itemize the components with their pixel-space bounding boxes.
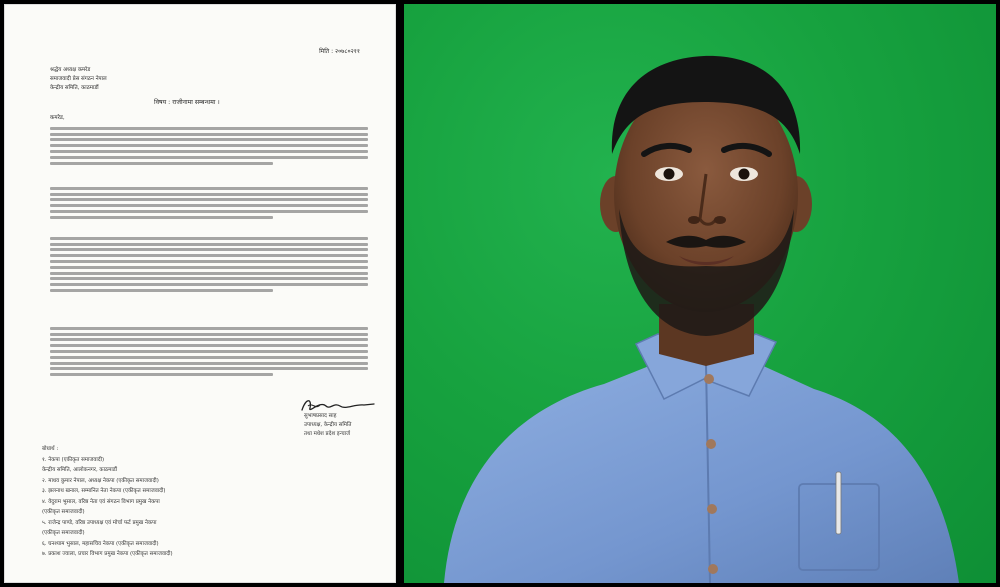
cc-item: २. माधव कुमार नेपाल, अध्यक्ष नेकपा (एकीकृत समाजवादी): [42, 477, 159, 484]
shirt: [444, 364, 959, 583]
cc-item: ५. राजेन्द्र पाण्डे, वरिष्ठ उपाध्यक्ष एवं मोर्चा फर्ट प्रमुख नेकपा: [42, 519, 157, 526]
addressee-line: श्रद्धेय अध्यक्ष कमरेड: [50, 67, 91, 73]
letter-greeting: कमरेड,: [50, 115, 65, 121]
cc-title: बोधार्थ :: [42, 446, 59, 452]
letter-body-paragraph: [50, 184, 368, 222]
letter-body-paragraph: [50, 234, 368, 295]
addressee-line: केन्द्रीय समिति, काठमाडौं: [50, 85, 99, 91]
addressee-line: समाजवादी प्रेस संगठन नेपाल: [50, 76, 107, 82]
signatory-unit: तथा मधेश प्रदेश इन्चार्ज: [304, 431, 351, 437]
letter-body-paragraph: [50, 324, 368, 379]
signatory-role: उपाध्यक्ष, केन्द्रीय समिति: [304, 422, 352, 428]
portrait-illustration: [404, 4, 996, 583]
cc-item: ६. घनश्याम भुसाल, महासचिव नेकपा (एकीकृत समाजवादी): [42, 540, 159, 547]
cc-item: १. नेकपा (एकीकृत समाजवादी): [42, 456, 105, 463]
cc-item: केन्द्रीय समिति, आलोकनगर, काठमाडौं: [42, 467, 117, 473]
cc-item: ३. झलनाथ खनाल, सम्मानित नेता नेकपा (एकीकृत समाजवादी): [42, 488, 166, 494]
shirt-button: [708, 564, 718, 574]
letter-subject: विषय : राजीनामा सम्बन्धमा ।: [154, 99, 220, 106]
letter-body-paragraph: [50, 124, 368, 167]
portrait-photo: [404, 4, 996, 583]
signatory-name: सुभाषप्रसाद साह: [304, 413, 337, 419]
cc-item: (एकीकृत समाजवादी): [42, 509, 85, 515]
cc-list: [42, 444, 173, 560]
shirt-button: [707, 504, 717, 514]
resignation-letter: [4, 4, 396, 583]
cc-item: (एकीकृत समाजवादी): [42, 530, 85, 536]
letter-addressee: [50, 66, 107, 93]
cc-item: ४. वेदुराम भुसाल, वरिष्ठ नेता एवं संगठन विभाग प्रमुख नेकपा: [42, 498, 160, 505]
letter-date: मिति : २०७८०२११: [319, 48, 360, 55]
cc-item: ७. प्रकाश ज्वाला, प्रचार विभाग प्रमुख नेकपा (एकीकृत समाजवादी): [42, 551, 173, 557]
signature-block: [304, 412, 352, 439]
pen: [836, 472, 841, 534]
shirt-button: [706, 439, 716, 449]
shirt-button: [704, 374, 714, 384]
